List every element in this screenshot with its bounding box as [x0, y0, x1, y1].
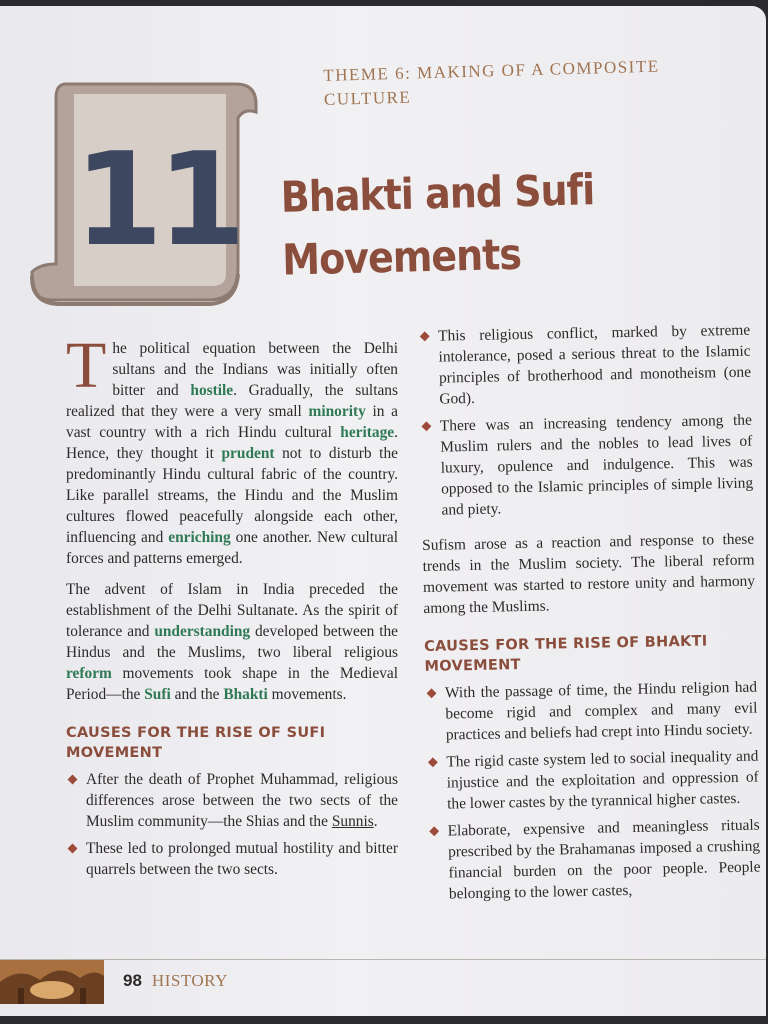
- list-item: This religious conflict, marked by extreme intolerance, posed a serious threat to the Islamic principles of brotherhood and monotheism (one God).: [418, 320, 752, 410]
- footer-monument-image: [0, 960, 104, 1004]
- islam-paragraph: [66, 579, 398, 705]
- chapter-title-line2: Movements: [281, 229, 522, 285]
- keyword-minority: minority: [308, 403, 366, 420]
- annotated-word-sunnis: Sunnis: [331, 813, 374, 830]
- subject-label: HISTORY: [151, 971, 228, 990]
- keyword-heritage: heritage: [340, 424, 395, 441]
- sufi-causes-heading: CAUSES FOR THE RISE OF SUFI MOVEMENT: [66, 725, 326, 761]
- chapter-title: [280, 155, 723, 291]
- text: movements took shape in the Medieval Period—the: [66, 665, 398, 703]
- text: not to disturb the predominantly Hindu cultural fabric of the country. Like parallel streams, the Hindu and the Muslim cultures flowed peacefully alongside each other, influencing and: [66, 445, 398, 546]
- list-item: The rigid caste system led to social inequality and injustice and the exploitation and oppression of the lower castes by the tyrannical higher castes.: [426, 746, 759, 815]
- footer-rule: [0, 959, 766, 960]
- text: one another. New cultural forces and patterns emerged.: [66, 529, 399, 567]
- right-column: [418, 320, 761, 911]
- text: movements.: [267, 686, 347, 703]
- text: in a vast country with a rich Hindu cultural: [66, 403, 398, 441]
- intro-paragraph: [66, 329, 399, 569]
- list-item: Elaborate, expensive and meaningless rituals prescribed by the Brahamanas imposed a crushing financial burden on the poor people. People belonging to the lower castes,: [428, 815, 762, 905]
- keyword-hostile: hostile: [190, 382, 234, 399]
- text: . Gradually, the sultans realized that they were a very small: [66, 382, 398, 420]
- chapter-scroll-badge: [30, 78, 260, 310]
- keyword-enriching: enriching: [168, 529, 231, 546]
- keyword-sufi: Sufi: [144, 686, 171, 703]
- theme-label: THEME 6: MAKING OF A COMPOSITE CULTURE: [323, 56, 660, 109]
- left-column: [66, 329, 399, 886]
- keyword-understanding: understanding: [154, 623, 251, 640]
- text: The advent of Islam in India preceded the establishment of the Delhi Sultanate. As the spirit of tolerance and: [66, 581, 398, 640]
- bhakti-causes-heading: CAUSES FOR THE RISE OF BHAKTI MOVEMENT: [424, 633, 708, 675]
- list-item: With the passage of time, the Hindu religion had become rigid and complex and many evil practices and beliefs had crept into Hindu society.: [425, 677, 758, 746]
- list-item: [66, 769, 398, 832]
- text: .: [373, 813, 378, 830]
- page-footer: [123, 971, 228, 991]
- dropcap: T: [66, 329, 107, 402]
- keyword-bhakti: Bhakti: [223, 686, 268, 703]
- page-number: 98: [123, 971, 142, 990]
- text: and the: [170, 686, 224, 703]
- keyword-reform: reform: [66, 665, 112, 682]
- chapter-number: 11: [74, 126, 241, 275]
- keyword-prudent: prudent: [221, 445, 275, 462]
- text: he political equation between the Delhi sultans and the Indians was initially often bitter and: [112, 340, 398, 399]
- list-item: These led to prolonged mutual hostility and bitter quarrels between the two sects.: [66, 838, 398, 880]
- text: After the death of Prophet Muhammad, religious differences arose between the two sects of the Muslim community—the Shias and the: [86, 771, 398, 830]
- list-item: There was an increasing tendency among the Muslim rulers and the nobles to lead lives of luxury, opulence and indulgence. This was opposed to the Islamic principles of simple living and piety.: [420, 410, 754, 521]
- book-page: [0, 6, 766, 1016]
- chapter-title-line1: Bhakti and Sufi: [280, 165, 595, 222]
- sufism-paragraph: Sufism arose as a reaction and response to these trends in the Muslim society. The liberal reform movement was started to restore unity and harmony among the Muslims.: [422, 530, 756, 617]
- text: . Hence, they thought it: [66, 424, 398, 462]
- text: developed between the Hindus and the Muslims, two liberal religious: [66, 623, 398, 661]
